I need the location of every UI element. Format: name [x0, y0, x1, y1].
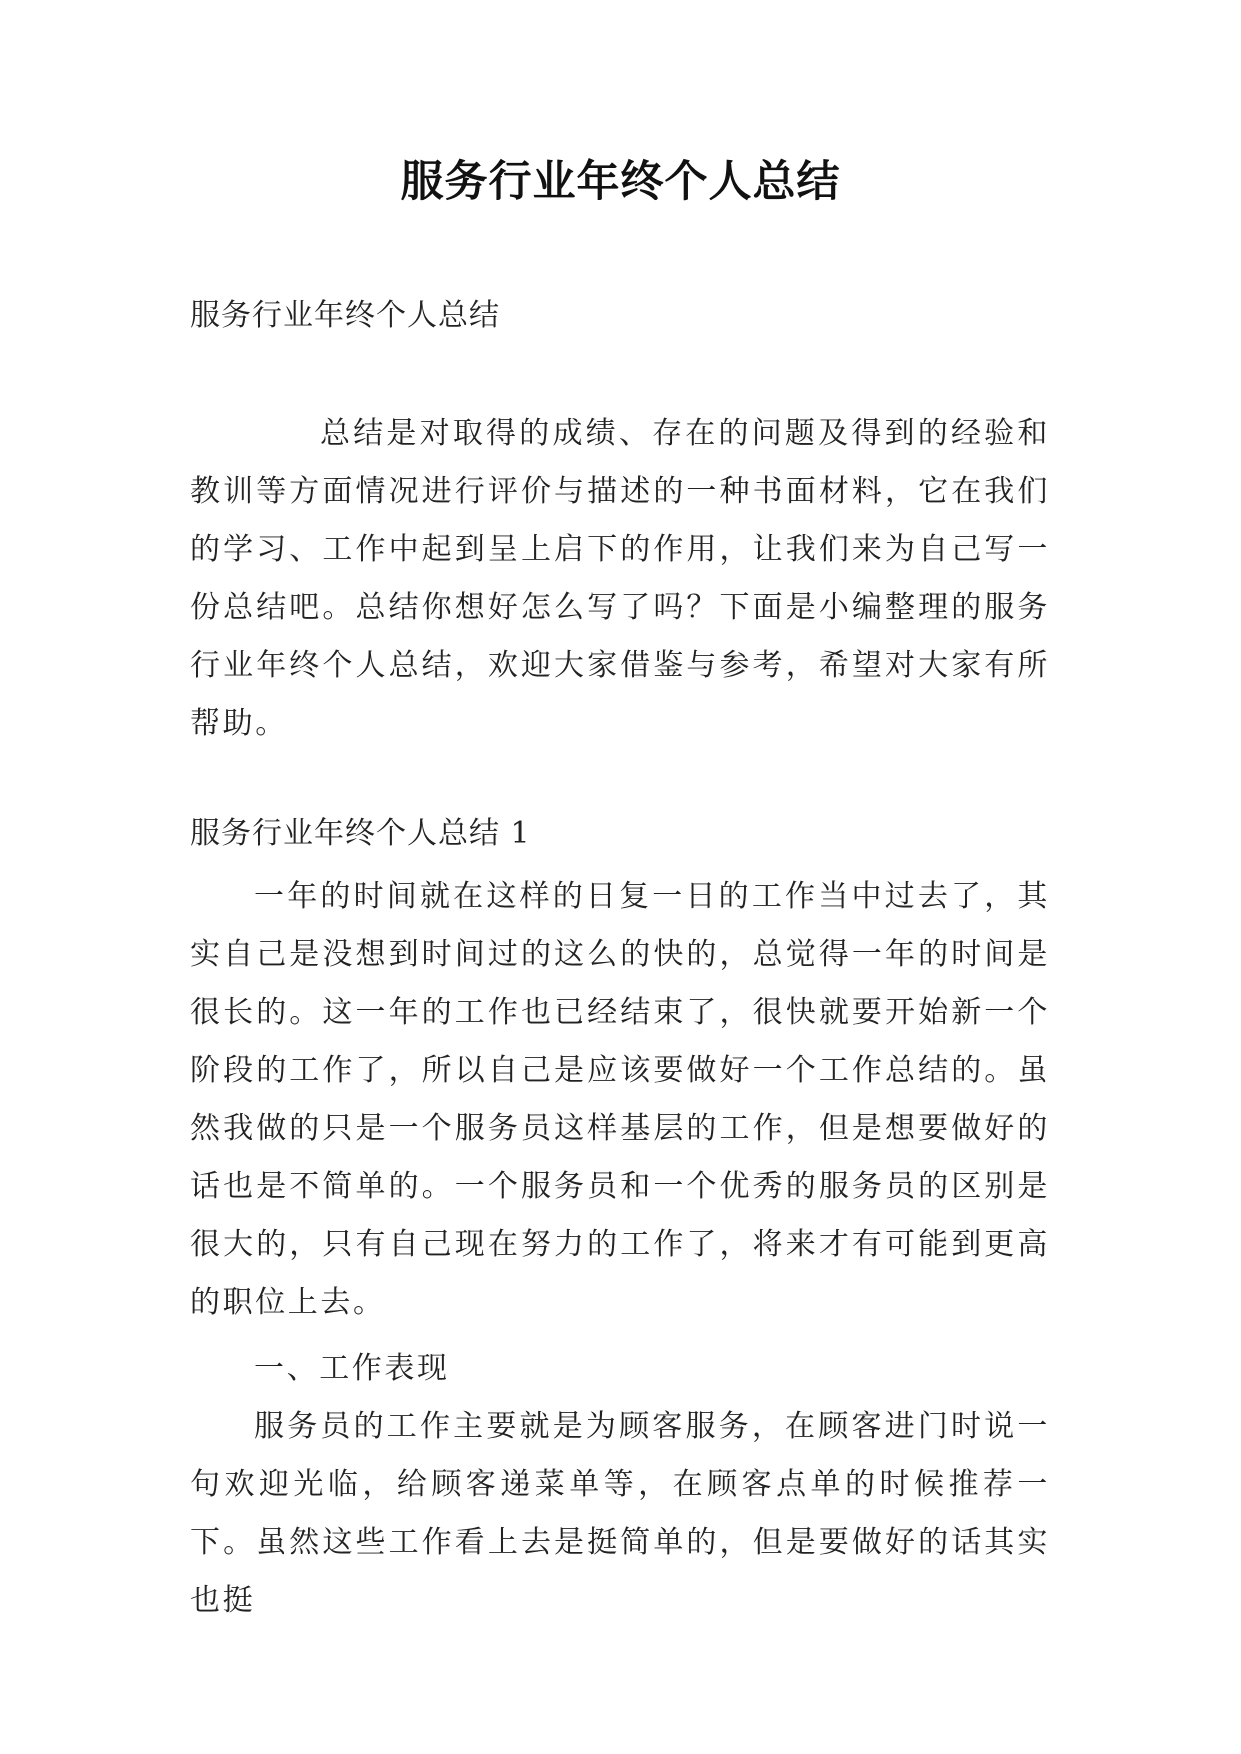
- section-title: 服务行业年终个人总结 1: [190, 816, 531, 851]
- section-heading: 一、工作表现: [254, 1351, 450, 1386]
- document-title: 服务行业年终个人总结: [400, 157, 841, 207]
- body-paragraph-2: 服务员的工作主要就是为顾客服务，在顾客进门时说一句欢迎光临，给顾客递菜单等，在顾客点单的时候推荐一下。虽然这些工作看上去是挺简单的，但是要做好的话其实也挺: [190, 1409, 1050, 1618]
- document-subtitle: 服务行业年终个人总结: [190, 298, 500, 333]
- intro-paragraph: 总结是对取得的成绩、存在的问题及得到的经验和教训等方面情况进行评价与描述的一种书面材料，它在我们的学习、工作中起到呈上启下的作用，让我们来为自己写一份总结吧。总结你想好怎么写了吗？下面是小编整理的服务行业年终个人总结，欢迎大家借鉴与参考，希望对大家有所帮助。: [190, 416, 1050, 741]
- body-paragraph: 一年的时间就在这样的日复一日的工作当中过去了，其实自己是没想到时间过的这么的快的，总觉得一年的时间是很长的。这一年的工作也已经结束了，很快就要开始新一个阶段的工作了，所以自己是应该要做好一个工作总结的。虽然我做的只是一个服务员这样基层的工作，但是想要做好的话也是不简单的。一个服务员和一个优秀的服务员的区别是很大的，只有自己现在努力的工作了，将来才有可能到更高的职位上去。: [190, 879, 1050, 1320]
